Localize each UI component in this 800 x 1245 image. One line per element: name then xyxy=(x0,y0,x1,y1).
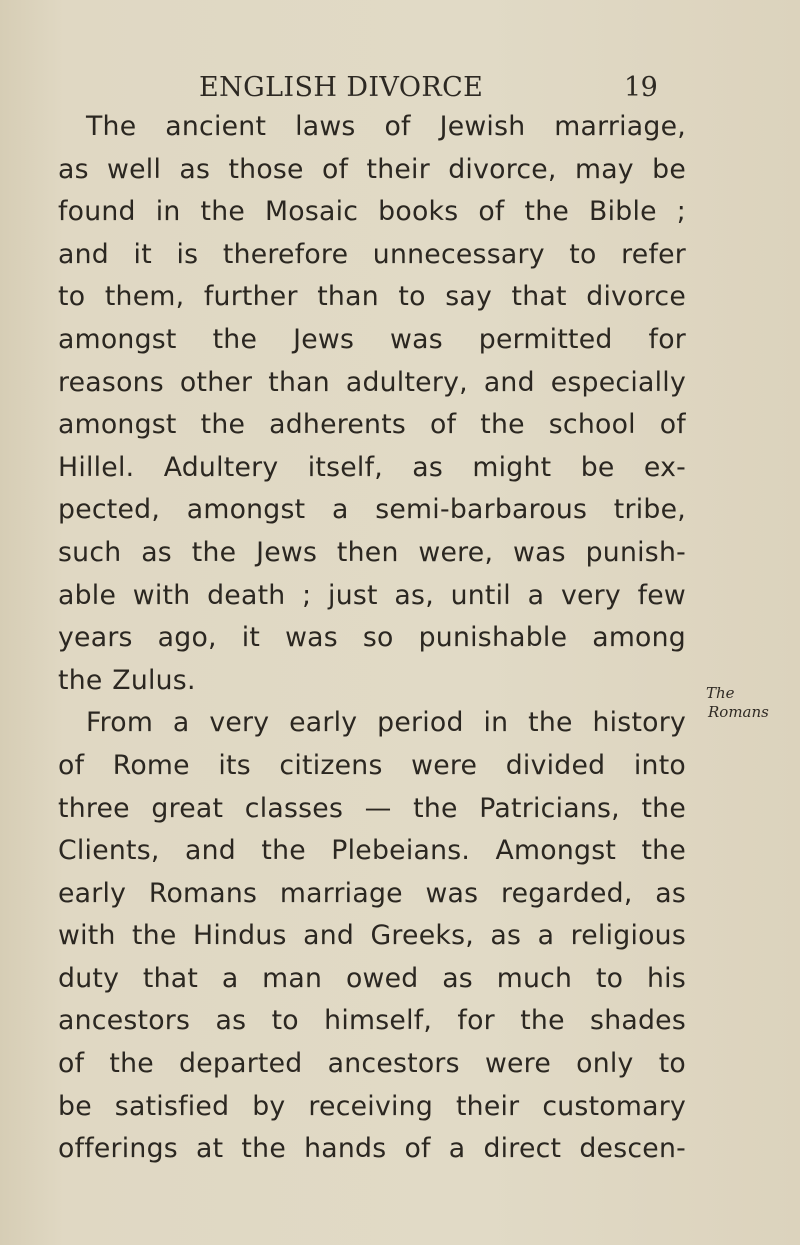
text-line: offerings at the hands of a direct descen- xyxy=(58,1133,686,1165)
marginal-note xyxy=(706,684,800,722)
body-text xyxy=(58,106,686,1171)
text-line: amongst the adherents of the school of xyxy=(58,409,686,441)
text-line: reasons other than adultery, and especially xyxy=(58,366,686,398)
marginal-note-line: The xyxy=(706,684,735,702)
text-line: three great classes — the Patricians, the xyxy=(58,792,686,824)
text-line: and it is therefore unnecessary to refer xyxy=(58,238,686,270)
text-line: years ago, it was so punishable among xyxy=(58,622,686,654)
text-line: duty that a man owed as much to his xyxy=(58,962,686,994)
text-line: early Romans marriage was regarded, as xyxy=(58,877,686,909)
text-line: such as the Jews then were, was punish- xyxy=(58,536,686,568)
text-line: found in the Mosaic books of the Bible ; xyxy=(58,196,686,228)
page-number: 19 xyxy=(624,72,658,103)
text-line: From a very early period in the history xyxy=(86,707,686,739)
text-line: be satisfied by receiving their customary xyxy=(58,1090,686,1122)
text-line: amongst the Jews was permitted for xyxy=(58,323,686,355)
text-line: able with death ; just as, until a very few xyxy=(58,579,686,611)
text-line: of Rome its citizens were divided into xyxy=(58,749,686,781)
text-line: of the departed ancestors were only to xyxy=(58,1048,686,1080)
text-line: Hillel. Adultery itself, as might be ex- xyxy=(58,451,686,483)
marginal-note-line: Romans xyxy=(708,703,769,721)
text-line: Clients, and the Plebeians. Amongst the xyxy=(58,835,686,867)
text-line: the Zulus. xyxy=(58,664,196,696)
text-line: with the Hindus and Greeks, as a religious xyxy=(58,920,686,952)
text-line: to them, further than to say that divorce xyxy=(58,281,686,313)
text-line: pected, amongst a semi-barbarous tribe, xyxy=(58,494,686,526)
running-head: ENGLISH DIVORCE xyxy=(199,72,484,103)
text-line: as well as those of their divorce, may be xyxy=(58,153,686,185)
text-line: ancestors as to himself, for the shades xyxy=(58,1005,686,1037)
text-line: The ancient laws of Jewish marriage, xyxy=(86,111,686,142)
